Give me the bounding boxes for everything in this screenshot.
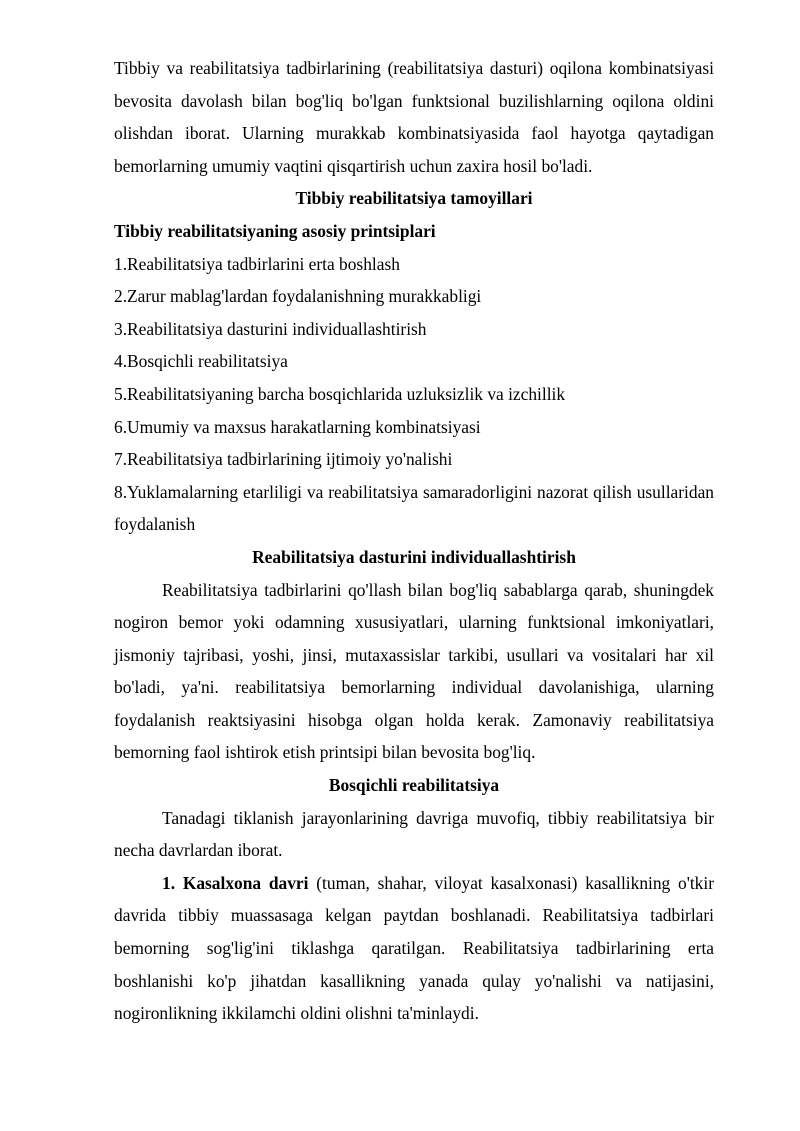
individual-heading: Reabilitatsiya dasturini individuallashtirish xyxy=(252,546,576,567)
hospital-period-paragraph xyxy=(114,867,714,1030)
principle-item-2: 2.Zarur mablag'lardan foydalanishning murakkabligi xyxy=(114,286,482,307)
principle-item-6: 6.Umumiy va maxsus harakatlarning kombinatsiyasi xyxy=(114,416,481,437)
principle-item-4: 4.Bosqichli reabilitatsiya xyxy=(114,351,288,372)
document-page xyxy=(114,52,714,1030)
principle-item-7: 7.Reabilitatsiya tadbirlarining ijtimoiy yo'nalishi xyxy=(114,449,453,470)
hospital-period-label: 1. Kasalxona davri xyxy=(162,872,309,893)
individual-paragraph: Reabilitatsiya tadbirlarini qo'llash bilan bog'liq sabablarga qarab, shuningdek nogiron bemor yoki odamning xususiyatlari, ularning funktsional imkoniyatlari, jismoniy tajribasi, yoshi, jinsi, mutaxassislar tarkibi, usullari va vositalari har xil bo'ladi, ya'ni. reabilitatsiya bemorlarning individual davolanishiga, ularning foydalanish reaktsiyasini hisobga olgan holda kerak. Zamonaviy reabilitatsiya bemorning faol ishtirok etish printsipi bilan bevosita bog'liq. xyxy=(114,579,714,763)
hospital-period-text: (tuman, shahar, viloyat kasalxonasi) kasallikning o'tkir davrida tibbiy muassasaga kelgan paytdan boshlanadi. Reabilitatsiya tadbirlari bemorning sog'lig'ini tiklashga qaratilgan. Reabilitatsiya tadbirlarining erta boshlanishi ko'p jihatdan kasallikning yanada qulay yo'nalishi va natijasini, nogironlikning ikkilamchi oldini olishni ta'minlaydi. xyxy=(114,872,714,1024)
principle-item-3: 3.Reabilitatsiya dasturini individuallashtirish xyxy=(114,318,427,339)
staged-heading: Bosqichli reabilitatsiya xyxy=(328,775,500,796)
principles-heading: Tibbiy reabilitatsiya tamoyillari xyxy=(295,188,533,209)
intro-paragraph: Tibbiy va reabilitatsiya tadbirlarining (reabilitatsiya dasturi) oqilona kombinatsiyasi bevosita davolash bilan bog'liq bo'lgan funktsional buzilishlarning oqilona oldini olishdan iborat. Ularning murakkab kombinatsiyasida faol hayotga qaytadigan bemorlarning umumiy vaqtini qisqartirish uchun zaxira hosil bo'ladi. xyxy=(114,58,714,176)
principle-item-1: 1.Reabilitatsiya tadbirlarini erta boshlash xyxy=(114,253,400,274)
principles-subheading: Tibbiy reabilitatsiyaning asosiy printsiplari xyxy=(114,220,436,241)
principle-item-8: 8.Yuklamalarning etarliligi va reabilitatsiya samaradorligini nazorat qilish usullaridan foydalanish xyxy=(114,481,714,535)
staged-paragraph: Tanadagi tiklanish jarayonlarining davriga muvofiq, tibbiy reabilitatsiya bir necha davrlardan iborat. xyxy=(114,807,714,861)
principle-item-5: 5.Reabilitatsiyaning barcha bosqichlarida uzluksizlik va izchillik xyxy=(114,383,566,404)
